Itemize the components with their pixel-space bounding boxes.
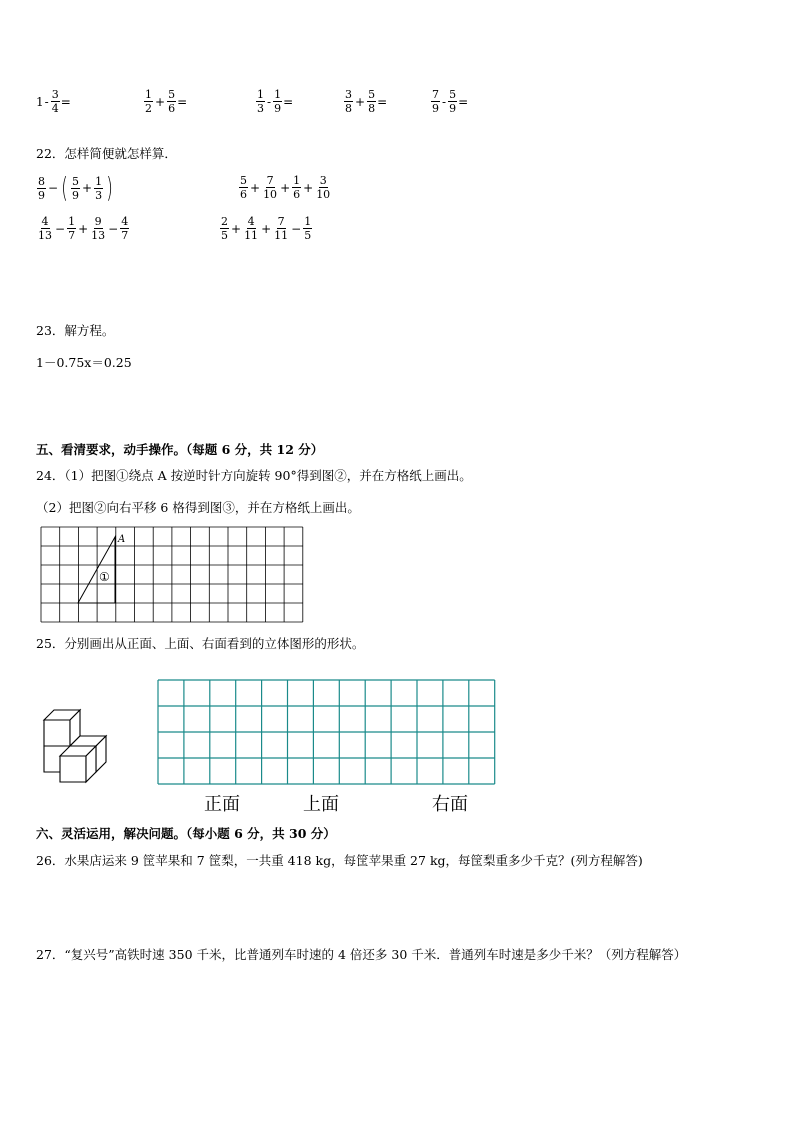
- point-a-label: A: [118, 534, 126, 545]
- q24-part2: （2）把图②向右平移 6 格得到图③，并在方格纸上画出。: [36, 500, 360, 515]
- expr-4: $\frac{3}{8}$ + $\frac{5}{8}$ =: [345, 88, 388, 115]
- q22-expr-3: $\frac{4}{13}$ − $\frac{1}{7}$ + $\frac{9}{13}$ − $\frac{4}{7}$: [38, 215, 129, 242]
- q23-title: 23．解方程。: [36, 323, 115, 338]
- expr-1: 1 - $\frac{3}{4}$ =: [36, 88, 71, 115]
- q25-title: 25．分别画出从正面、上面、右面看到的立体图形的形状。: [36, 636, 365, 651]
- q22-title: 22．怎样简便就怎样算．: [36, 146, 177, 161]
- q22-expr-2: $\frac{5}{6}$ + $\frac{7}{10}$ + $\frac{1}{6}$ + $\frac{3}{10}$: [240, 174, 331, 201]
- label-right-view: 右面: [432, 794, 468, 815]
- q24-part1: 24．（1）把图①绕点 A 按逆时针方向旋转 90°得到图②，并在方格纸上画出。: [36, 468, 472, 483]
- q22-expr-1: $\frac{8}{9}$ − ( $\frac{5}{9}$ + $\frac{1}{3}$ ): [38, 171, 113, 204]
- q26-text: 26．水果店运来 9 筐苹果和 7 筐梨，一共重 418 kg，每筐苹果重 27 kg，每筐梨重多少千克？(列方程解答): [36, 853, 643, 868]
- label-top-view: 上面: [303, 794, 339, 815]
- q27-text: 27．“复兴号”高铁时速 350 千米，比普通列车时速的 4 倍还多 30 千米．普通列车时速是多少千米？（列方程解答）: [36, 947, 687, 962]
- q22-expr-4: $\frac{2}{5}$ + $\frac{4}{11}$ + $\frac{7}{11}$ − $\frac{1}{5}$: [221, 215, 312, 242]
- q24-grid[interactable]: [40, 526, 308, 624]
- label-front-view: 正面: [204, 794, 240, 815]
- cube-solid-figure: [40, 706, 112, 788]
- q23-equation: 1－0.75x＝0.25: [36, 355, 132, 370]
- shape-1-label: ①: [99, 570, 110, 584]
- expr-3: $\frac{1}{3}$ - $\frac{1}{9}$ =: [257, 88, 294, 115]
- expr-2: $\frac{1}{2}$ + $\frac{5}{6}$ =: [145, 88, 188, 115]
- section-5-heading: 五、看清要求，动手操作。（每题 6 分，共 12 分）: [36, 442, 324, 457]
- q25-grid[interactable]: [157, 679, 496, 787]
- expr-5: $\frac{7}{9}$ - $\frac{5}{9}$ =: [432, 88, 469, 115]
- section-6-heading: 六、灵活运用，解决问题。（每小题 6 分，共 30 分）: [36, 826, 336, 841]
